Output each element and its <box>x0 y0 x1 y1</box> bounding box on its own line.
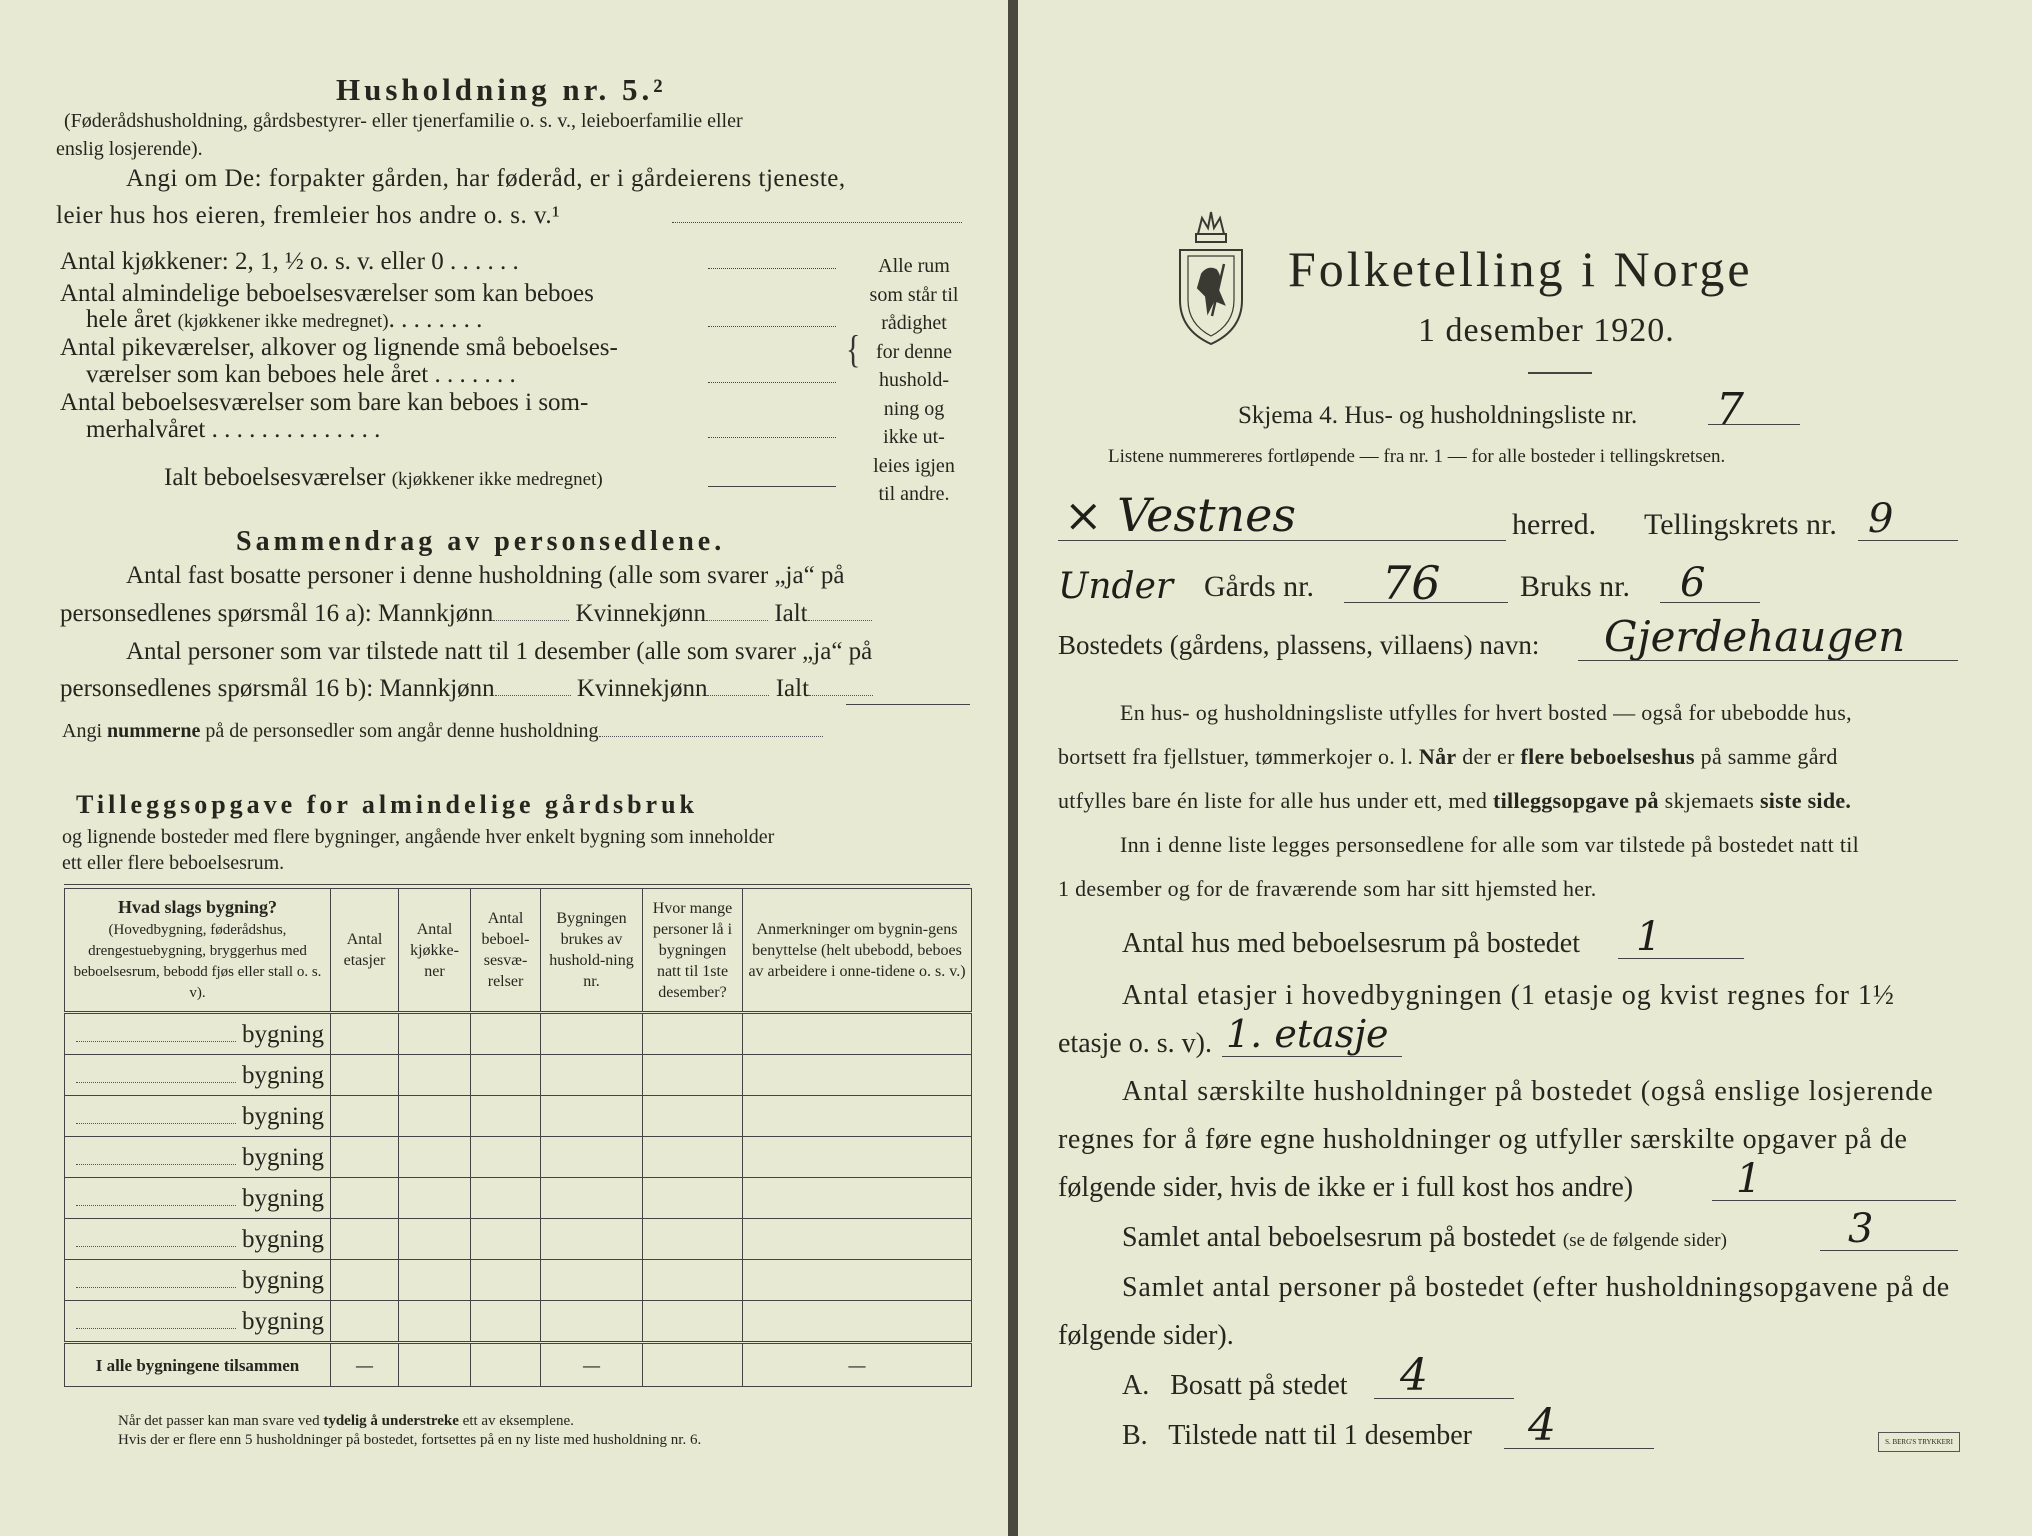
bosted-label: Bostedets (gårdens, plassens, villaens) navn: <box>1058 630 1540 660</box>
tilstede-row: B. Tilstede natt til 1 desember <box>1122 1420 1473 1451</box>
footnote-2: Hvis der er flere enn 5 husholdninger på bostedet, fortsettes på en ny liste med husholdning nr. 6. <box>118 1432 702 1448</box>
bruks-line <box>1660 602 1760 603</box>
etasjer-line-2: etasje o. s. v). <box>1058 1028 1212 1059</box>
bosatt-row: A. Bosatt på stedet <box>1122 1370 1348 1401</box>
tilstede-line2: personsedlenes spørsmål 16 b): Mannkjønn Kvinnekjønn Ialt <box>60 675 873 703</box>
main-title: Folketelling i Norge <box>1288 241 1753 297</box>
samlet-rum-label: Samlet antal beboelsesrum på bostedet (se de følgende sider) <box>1122 1222 1727 1253</box>
tillegg-title: Tilleggsopgave for almindelige gårdsbruk <box>76 790 699 819</box>
tilstede-line1: Antal personer som var tilstede natt til 1 desember (alle som svarer „ja“ på <box>126 638 873 665</box>
tellingskrets-line <box>1858 540 1958 541</box>
gards-value[interactable]: 76 <box>1382 556 1441 610</box>
row-label: bygning <box>242 1020 324 1048</box>
row-label: bygning <box>242 1307 324 1335</box>
table-row <box>65 1219 972 1260</box>
header-anmerkninger: Anmerkninger om bygnin-gens benyttelse (helt ubebodd, beboes av arbeidere i onne-tidene o. s. v.) <box>743 889 972 1013</box>
etasjer-value[interactable]: 1. etasje <box>1226 1012 1389 1056</box>
almindelige-label-1: Antal almindelige beboelsesværelser som kan beboes <box>60 280 594 307</box>
total-husholdning: — <box>541 1343 643 1387</box>
fast-bosatte-line1: Antal fast bosatte personer i denne husholdning (alle som svarer „ja“ på <box>126 562 845 589</box>
etasjer-answer-line <box>1222 1056 1402 1057</box>
info-line-5: 1 desember og for de fraværende som har sitt hjemsted her. <box>1058 876 1597 901</box>
bosted-line <box>1578 660 1958 661</box>
table-row <box>65 1178 972 1219</box>
household-subtitle-line1: (Føderådshusholdning, gårdsbestyrer- eller tjenerfamilie o. s. v., leieboerfamilie eller <box>64 110 743 132</box>
table-row <box>65 1096 972 1137</box>
herred-line <box>1058 540 1506 541</box>
table-row <box>65 1013 972 1055</box>
saerskilte-line-3: følgende sider, hvis de ikke er i full kost hos andre) <box>1058 1172 1634 1203</box>
household-title: Husholdning nr. 5.² <box>336 72 667 107</box>
pike-label-2: værelser som kan beboes hele året . . . . . . . <box>86 361 516 388</box>
tellingskrets-label: Tellingskrets nr. <box>1644 508 1837 541</box>
samlet-pers-line-2: følgende sider). <box>1058 1320 1234 1351</box>
tellingskrets-value[interactable]: 9 <box>1868 496 1894 542</box>
header-etasjer: Antal etasjer <box>331 889 399 1013</box>
table-total-row <box>65 1343 972 1387</box>
page-fold <box>1008 0 1018 1536</box>
saerskilte-value[interactable]: 1 <box>1736 1156 1762 1202</box>
table-header-row <box>65 889 972 1013</box>
header-beboelsesvaerelser: Antal beboel-sesvæ-relser <box>471 889 541 1013</box>
antal-hus-value[interactable]: 1 <box>1636 914 1662 960</box>
tilstede-line <box>1504 1448 1654 1449</box>
saerskilte-line-1: Antal særskilte husholdninger på bostedet (også enslige losjerende <box>1122 1076 1934 1107</box>
coat-of-arms-icon <box>1168 204 1254 348</box>
angi-nummerne: Angi nummerne på de personsedler som angår denne husholdning <box>62 720 823 743</box>
antal-hus-label: Antal hus med beboelsesrum på bostedet <box>1122 928 1581 959</box>
angi-line2: leier hus hos eieren, fremleier hos andre o. s. v.¹ <box>56 202 561 229</box>
samlet-pers-line-1: Samlet antal personer på bostedet (efter husholdningsopgavene på de <box>1122 1272 1951 1303</box>
under-value[interactable]: Under <box>1058 566 1174 607</box>
antal-hus-line <box>1618 958 1744 959</box>
almindelige-label-2: hele året (kjøkkener ikke medregnet). . . . . . . . <box>86 306 483 333</box>
footnote-1: Når det passer kan man svare ved tydelig å understreke ett av eksemplene. <box>118 1413 574 1429</box>
sommer-label-2: merhalvåret . . . . . . . . . . . . . . <box>86 416 381 443</box>
skjema-label: Skjema 4. Hus- og husholdningsliste nr. <box>1238 402 1638 429</box>
herred-value[interactable]: × Vestnes <box>1064 488 1296 542</box>
ialt-rooms-label: Ialt beboelsesværelser (kjøkkener ikke medregnet) <box>164 464 603 491</box>
angi-line1: Angi om De: forpakter gården, har føderåd, er i gårdeierens tjeneste, <box>126 165 846 192</box>
gards-label: Gårds nr. <box>1204 570 1314 603</box>
title-rule <box>1528 372 1592 374</box>
total-anmerkninger: — <box>743 1343 972 1387</box>
skjema-value[interactable]: 7 <box>1716 384 1744 435</box>
info-line-3: utfylles bare én liste for alle hus under ett, med tilleggsopgave på skjemaets siste side. <box>1058 788 1852 813</box>
tilstede-ialt-answer[interactable] <box>846 704 970 705</box>
side-note-brace: { <box>846 328 861 372</box>
info-line-4: Inn i denne liste legges personsedlene for alle som var tilstede på bostedet natt til <box>1120 832 1860 857</box>
kjokkener-answer[interactable] <box>708 268 836 269</box>
bruks-label: Bruks nr. <box>1520 570 1631 603</box>
samlet-rum-line <box>1820 1250 1958 1251</box>
row-label: bygning <box>242 1102 324 1130</box>
listene-note: Listene nummereres fortløpende — fra nr. 1 — for alle bosteder i tellingskretsen. <box>1108 446 1726 467</box>
almindelige-answer[interactable] <box>708 326 836 327</box>
row-label: bygning <box>242 1225 324 1253</box>
info-line-1: En hus- og husholdningsliste utfylles for hvert bosted — også for ubebodde hus, <box>1120 700 1852 725</box>
printer-stamp: S. BERG'S TRYKKERI <box>1878 1432 1960 1452</box>
header-building-type: Hvad slags bygning? (Hovedbygning, føderådshus, drengestuebygning, bryggerhus med beboelsesrum, bebodd fjøs eller stall o. s. v). <box>65 889 331 1013</box>
etasjer-line-1: Antal etasjer i hovedbygningen (1 etasje og kvist regnes for 1½ <box>1122 980 1895 1011</box>
row-label: bygning <box>242 1266 324 1294</box>
sammendrag-title: Sammendrag av personsedlene. <box>236 526 726 557</box>
herred-label: herred. <box>1512 508 1597 541</box>
bosatt-line <box>1374 1398 1514 1399</box>
census-date: 1 desember 1920. <box>1418 312 1675 349</box>
angi-answer-line[interactable] <box>672 222 962 223</box>
saerskilte-line-2: regnes for å føre egne husholdninger og utfyller særskilte opgaver på de <box>1058 1124 1908 1155</box>
sommer-label-1: Antal beboelsesværelser som bare kan beboes i som- <box>60 389 589 416</box>
header-kjokkener: Antal kjøkke-ner <box>399 889 471 1013</box>
bosted-value[interactable]: Gjerdehaugen <box>1604 612 1906 661</box>
row-label: bygning <box>242 1184 324 1212</box>
building-table <box>64 888 972 1387</box>
row-label: bygning <box>242 1143 324 1171</box>
row-label: bygning <box>242 1061 324 1089</box>
household-subtitle-line2: enslig losjerende). <box>56 138 203 160</box>
gards-line <box>1344 602 1508 603</box>
pike-answer[interactable] <box>708 382 836 383</box>
header-personer: Hvor mange personer lå i bygningen natt til 1ste desember? <box>643 889 743 1013</box>
table-row <box>65 1137 972 1178</box>
fast-bosatte-line2: personsedlenes spørsmål 16 a): Mannkjønn Kvinnekjønn Ialt <box>60 600 872 628</box>
header-husholdning-nr: Bygningen brukes av hushold-ning nr. <box>541 889 643 1013</box>
total-etasjer: — <box>331 1343 399 1387</box>
side-note: Alle rum som står til rådighet for denne hushold- ning og ikke ut- leies igjen til andre. <box>869 255 959 505</box>
pike-label-1: Antal pikeværelser, alkover og lignende små beboelses- <box>60 334 618 361</box>
table-row <box>65 1260 972 1301</box>
bosatt-value[interactable]: 4 <box>1400 1350 1428 1401</box>
total-label: I alle bygningene tilsammen <box>65 1343 331 1387</box>
table-row <box>65 1301 972 1343</box>
bruks-value[interactable]: 6 <box>1680 560 1706 606</box>
ialt-rooms-answer[interactable] <box>708 486 836 487</box>
tillegg-desc-1: og lignende bosteder med flere bygninger, angående hver enkelt bygning som inneholder <box>62 826 775 848</box>
sommer-answer[interactable] <box>708 437 836 438</box>
info-line-2: bortsett fra fjellstuer, tømmerkojer o. l. Når der er flere beboelseshus på samme gård <box>1058 744 1838 769</box>
saerskilte-line <box>1712 1200 1956 1201</box>
tilstede-value[interactable]: 4 <box>1528 1400 1556 1451</box>
table-row <box>65 1055 972 1096</box>
tillegg-rule <box>64 884 970 885</box>
samlet-rum-value[interactable]: 3 <box>1848 1206 1874 1252</box>
kjokkener-label: Antal kjøkkener: 2, 1, ½ o. s. v. eller 0 . . . . . . <box>60 248 519 275</box>
skjema-line <box>1708 424 1800 425</box>
tillegg-desc-2: ett eller flere beboelsesrum. <box>62 852 285 874</box>
